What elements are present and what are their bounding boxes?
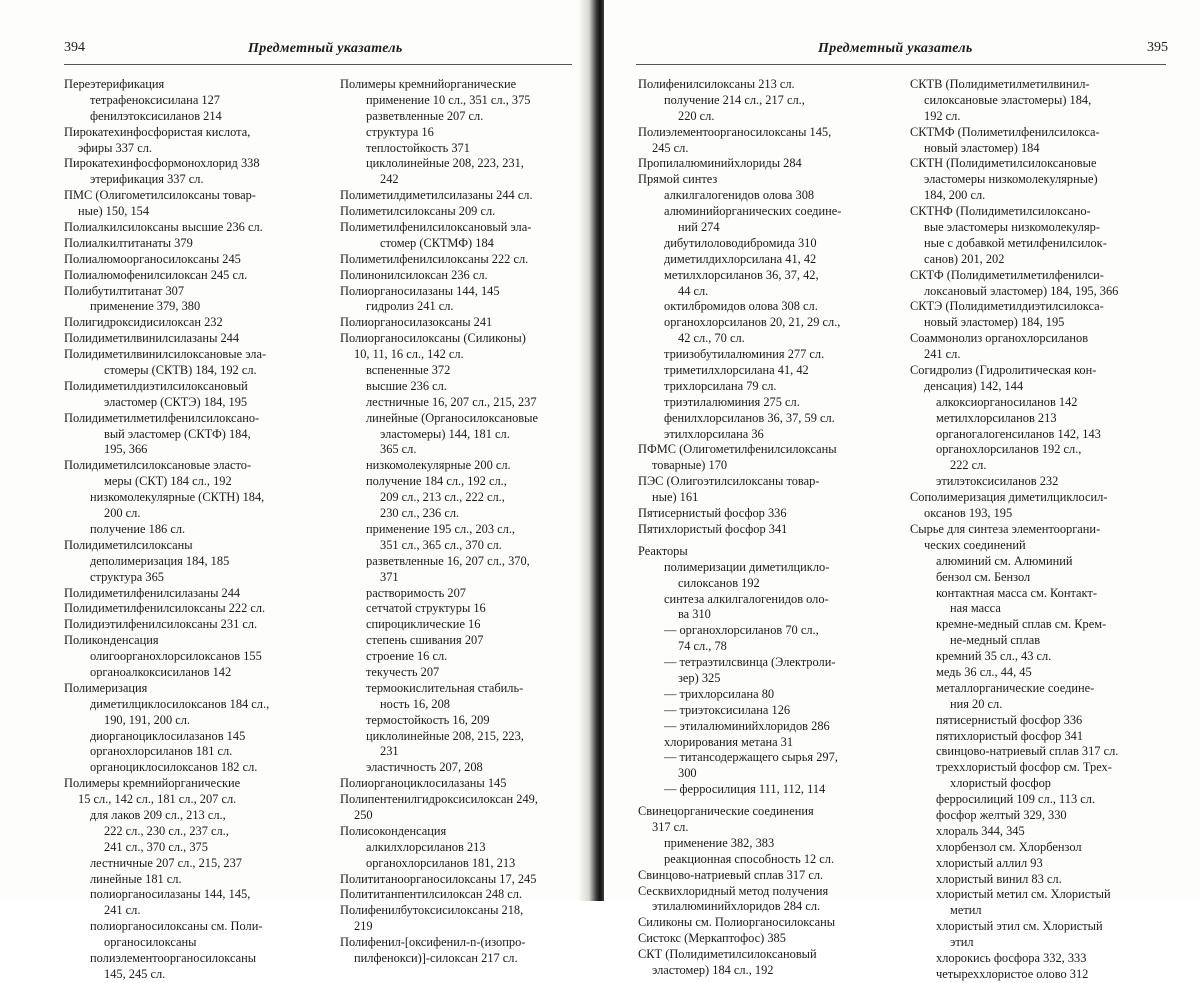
index-line: линейные 181 сл.	[90, 871, 182, 886]
index-line: Полиэлементоорганосилоксаны 145,	[638, 124, 832, 139]
index-line: Систокс (Меркаптофос) 385	[638, 931, 786, 946]
index-line: линейные (Органосилоксановые	[366, 410, 538, 425]
index-line: эфиры 337 сл.	[78, 140, 152, 155]
index-line: Полисоконденсация	[340, 823, 447, 838]
index-line: 351 сл., 365 сл., 370 сл.	[380, 537, 502, 552]
index-line: степень сшивания 207	[366, 633, 484, 648]
index-line: Полиметилфенилсилоксаны 222 сл.	[340, 251, 529, 266]
index-line: ний 274	[678, 220, 720, 235]
index-line: — этилалюминийхлоридов 286	[664, 718, 830, 733]
index-column-right-1	[638, 77, 874, 979]
index-line: органохлорсиланов 20, 21, 29 сл.,	[664, 315, 841, 330]
index-line: Полидиметилсилоксановые эласто-	[64, 458, 252, 473]
index-line: СКТН (Полидиметилсилоксановые	[910, 156, 1097, 171]
index-line: 371	[380, 569, 399, 584]
index-line: этилэтоксисиланов 232	[936, 474, 1059, 489]
index-line: алкилгалогенидов олова 308	[664, 188, 815, 203]
index-line: алкилхлорсиланов 213	[366, 839, 486, 854]
index-line: 209 сл., 213 сл., 222 сл.,	[380, 490, 505, 505]
index-line: Полиалюмоорганосилоксаны 245	[64, 251, 241, 266]
index-line: ва 310	[678, 607, 711, 622]
index-line: пятисернистый фосфор 336	[936, 712, 1083, 727]
index-line: органогалогенсиланов 142, 143	[936, 426, 1101, 441]
index-line: кремне-медный сплав см. Крем-	[936, 617, 1107, 632]
index-line: теплостойкость 371	[366, 140, 470, 155]
index-line: Сырье для синтеза элементооргани-	[910, 521, 1101, 536]
index-line: органохлорсиланов 181 сл.	[90, 744, 233, 759]
index-line: Полипентенилгидроксисилоксан 249,	[340, 792, 538, 807]
index-line: 241 сл., 370 сл., 375	[104, 839, 208, 854]
index-line: полиэлементоорганосилоксаны	[90, 950, 257, 965]
index-line: разветвленные 207 сл.	[366, 108, 484, 123]
index-line: Полифенил-[оксифенил-n-(изопро-	[340, 935, 526, 950]
index-line: 195, 366	[104, 442, 148, 457]
index-line: кремний 35 сл., 43 сл.	[936, 649, 1052, 664]
index-line: Полимеры кремнийорганические	[64, 776, 241, 791]
index-line: ные) 161	[652, 490, 699, 505]
index-line: для лаков 209 сл., 213 сл.,	[90, 807, 226, 822]
index-line: Полидиметилвинилсилазаны 244	[64, 331, 240, 346]
index-line: 74 сл., 78	[678, 639, 727, 654]
index-line: хлористый аллил 93	[936, 855, 1043, 870]
index-line: фосфор желтый 329, 330	[936, 807, 1067, 822]
index-line: спироциклические 16	[366, 617, 481, 632]
index-line: денсация) 142, 144	[924, 378, 1024, 393]
index-line: тетрафеноксисилана 127	[90, 92, 220, 107]
index-line: бензол см. Бензол	[936, 569, 1031, 584]
index-line: 222 сл.	[950, 458, 987, 473]
index-line: хлористый этил см. Хлористый	[936, 919, 1103, 934]
index-line: оксанов 193, 195	[924, 506, 1013, 521]
index-line: Полититанпентилсилоксан 248 сл.	[340, 887, 523, 902]
index-line: 184, 200 сл.	[924, 188, 986, 203]
index-line: 44 сл.	[678, 283, 709, 298]
index-line: органосилоксаны	[104, 935, 197, 950]
index-line: получение 186 сл.	[90, 521, 186, 536]
index-line: этилхлорсилана 36	[664, 426, 764, 441]
index-line: Полибутилтитанат 307	[64, 283, 185, 298]
index-line: ность 16, 208	[380, 696, 450, 711]
index-line: лестничные 207 сл., 215, 237	[90, 855, 242, 870]
index-line: силоксанов 192	[678, 575, 760, 590]
index-line: — органохлорсиланов 70 сл.,	[664, 623, 819, 638]
index-line: зер) 325	[678, 670, 721, 685]
index-line: низкомолекулярные 200 сл.	[366, 458, 511, 473]
index-line: 219	[354, 919, 373, 934]
index-line: лестничные 16, 207 сл., 215, 237	[366, 394, 537, 409]
index-line: СКТНФ (Полидиметилсилоксано-	[910, 204, 1091, 219]
index-line: стомеры (СКТВ) 184, 192 сл.	[104, 363, 257, 378]
index-line: применение 10 сл., 351 сл., 375	[366, 92, 531, 107]
index-line: свинцово-натриевый сплав 317 сл.	[936, 744, 1119, 759]
index-line: получение 214 сл., 217 сл.,	[664, 92, 805, 107]
page-number-left: 394	[64, 40, 85, 55]
index-line: Пропилалюминийхлориды 284	[638, 156, 802, 171]
index-line: 190, 191, 200 сл.	[104, 712, 191, 727]
index-line: эластомер) 184 сл., 192	[652, 962, 774, 977]
index-line: вспененные 372	[366, 363, 451, 378]
index-line: 317 сл.	[652, 819, 689, 834]
index-line: новый эластомер) 184, 195	[924, 315, 1065, 330]
index-line: 230 сл., 236 сл.	[380, 506, 460, 521]
index-line: 42 сл., 70 сл.	[678, 331, 745, 346]
index-line: Соаммонолиз органохлорсиланов	[910, 331, 1089, 346]
index-line: 300	[678, 766, 697, 781]
index-line: органоалкоксисиланов 142	[90, 664, 232, 679]
index-line: хлорирования метана 31	[664, 734, 794, 749]
index-line: вые эластомеры низкомолекуляр-	[924, 220, 1100, 235]
index-line: ные) 150, 154	[78, 204, 150, 219]
index-line: Полиметилфенилсилоксановый эла-	[340, 220, 532, 235]
index-line: новый эластомер) 184	[924, 140, 1040, 155]
index-line: СКТВ (Полидиметилметилвинил-	[910, 77, 1090, 91]
left-page	[0, 0, 596, 981]
index-line: СКТФ (Полидиметилметилфенилси-	[910, 267, 1104, 282]
index-line: Реакторы	[638, 543, 688, 558]
index-line: стомер (СКТМФ) 184	[380, 235, 494, 250]
index-line: контактная масса см. Контакт-	[936, 585, 1097, 600]
index-line: разветвленные 16, 207 сл., 370,	[366, 553, 530, 568]
index-line: хлористый фосфор	[950, 776, 1051, 791]
index-line: диорганоциклосилазанов 145	[90, 728, 246, 743]
index-line: 192 сл.	[924, 108, 961, 123]
index-line: 241 сл.	[104, 903, 141, 918]
index-line: октилбромидов олова 308 сл.	[664, 299, 818, 314]
index-line: применение 382, 383	[664, 835, 775, 850]
index-line: Полидиметилметилфенилсилоксано-	[64, 410, 260, 425]
index-line: ческих соединений	[924, 537, 1026, 552]
index-line: Полиалкилтитанаты 379	[64, 235, 193, 250]
index-line: санов) 201, 202	[924, 251, 1005, 266]
index-line: гидролиз 241 сл.	[366, 299, 454, 314]
index-line: Свинецорганические соединения	[638, 804, 814, 819]
index-line: термостойкость 16, 209	[366, 712, 490, 727]
index-line: метилхлорсиланов 36, 37, 42,	[664, 267, 819, 282]
index-line: Полидиметилфенилсилазаны 244	[64, 585, 241, 600]
index-line: органохлорсиланов 181, 213	[366, 855, 516, 870]
index-line: Пирокатехинфосфористая кислота,	[64, 124, 251, 139]
index-line: 250	[354, 807, 373, 822]
index-line: пятихлористый фосфор 341	[936, 728, 1084, 743]
index-line: полиорганосилазаны 144, 145,	[90, 887, 251, 902]
index-line: — триэтоксисилана 126	[664, 702, 791, 717]
index-line: Полинонилсилоксан 236 сл.	[340, 267, 488, 282]
index-line: этерификация 337 сл.	[90, 172, 204, 187]
index-line: ПЭС (Олигоэтилсилоксаны товар-	[638, 474, 820, 489]
index-line: ПМС (Олигометилсилоксаны товар-	[64, 188, 256, 203]
index-line: Полидиметилдиэтилсилоксановый	[64, 378, 248, 393]
index-line: строение 16 сл.	[366, 649, 448, 664]
index-line: получение 184 сл., 192 сл.,	[366, 474, 507, 489]
index-line: структура 16	[366, 124, 434, 139]
index-line: металлорганические соедине-	[936, 680, 1095, 695]
index-line: реакционная способность 12 сл.	[664, 851, 835, 866]
index-line: Полиметилсилоксаны 209 сл.	[340, 204, 496, 219]
index-line: Полидиметилфенилсилоксаны 222 сл.	[64, 601, 266, 616]
index-line: локсановый эластомер) 184, 195, 366	[924, 283, 1119, 298]
index-line: хлораль 344, 345	[936, 823, 1025, 838]
index-line: триэтилалюминия 275 сл.	[664, 394, 800, 409]
index-line: 222 сл., 230 сл., 237 сл.,	[104, 823, 229, 838]
header-rule-right	[636, 64, 1166, 65]
index-line: хлористый винил 83 сл.	[936, 871, 1062, 886]
index-line: органоциклосилоксанов 182 сл.	[90, 760, 258, 775]
index-line: хлорбензол см. Хлорбензол	[936, 839, 1082, 854]
page-number-right: 395	[1147, 40, 1168, 55]
index-line: четыреххлористое олово 312	[936, 966, 1089, 981]
index-line: 242	[380, 172, 399, 187]
index-line: этилалюминийхлоридов 284 сл.	[652, 899, 821, 914]
index-line: Пирокатехинфосформонохлорид 338	[64, 156, 260, 171]
index-line: силоксановые эластомеры) 184,	[924, 92, 1092, 107]
index-line: 145, 245 сл.	[104, 966, 166, 981]
index-line: 365 сл.	[380, 442, 417, 457]
index-line: полимеризации диметилцикло-	[664, 559, 830, 574]
running-head-left: Предметный указатель	[248, 41, 403, 56]
index-line: Полиорганосилазоксаны 241	[340, 315, 493, 330]
header-rule-left	[64, 64, 572, 65]
index-line: Свинцово-натриевый сплав 317 сл.	[638, 867, 824, 882]
index-line: циклолинейные 208, 215, 223,	[366, 728, 524, 743]
index-line: текучесть 207	[366, 664, 440, 679]
index-line: 200 сл.	[104, 506, 141, 521]
index-line: эластомеры низкомолекулярные)	[924, 172, 1098, 187]
index-line: пилфенокси)]-силоксан 217 сл.	[354, 950, 518, 965]
index-line: диметилдихлорсилана 41, 42	[664, 251, 817, 266]
index-line: применение 195 сл., 203 сл.,	[366, 521, 516, 536]
index-line: меры (СКТ) 184 сл., 192	[104, 474, 232, 489]
index-line: Полититаноорганосилоксаны 17, 245	[340, 871, 537, 886]
index-line: Полидиметилвинилсилоксановые эла-	[64, 347, 267, 362]
index-line: Переэтерификация	[64, 77, 165, 91]
index-line: Силиконы см. Полиорганосилоксаны	[638, 915, 836, 930]
index-line: Полиорганоциклосилазаны 145	[340, 776, 507, 791]
index-line: алюминийорганических соедине-	[664, 204, 842, 219]
index-line: растворимость 207	[366, 585, 466, 600]
index-line: ния 20 сл.	[950, 696, 1003, 711]
index-line: товарные) 170	[652, 458, 728, 473]
index-line: 231	[380, 744, 399, 759]
index-line: Прямой синтез	[638, 172, 718, 187]
index-line: низкомолекулярные (СКТН) 184,	[90, 490, 265, 505]
index-line: трихлорсилана 79 сл.	[664, 378, 777, 393]
index-line: — ферросилиция 111, 112, 114	[664, 782, 826, 797]
index-column-right-2	[910, 77, 1166, 983]
index-line: Пятихлористый фосфор 341	[638, 521, 788, 536]
index-line: эластичность 207, 208	[366, 760, 483, 775]
index-line: хлорокись фосфора 332, 333	[936, 950, 1087, 965]
index-line: 245 сл.	[652, 140, 689, 155]
running-head-right: Предметный указатель	[818, 41, 973, 56]
index-line: диметилциклосилоксанов 184 сл.,	[90, 696, 270, 711]
index-line: СКТЭ (Полидиметилдиэтилсилокса-	[910, 299, 1104, 314]
index-line: треххлористый фосфор см. Трех-	[936, 760, 1112, 775]
index-line: деполимеризация 184, 185	[90, 553, 230, 568]
index-line: синтеза алкилгалогенидов оло-	[664, 591, 829, 606]
index-line: ные с добавкой метилфенилсилок-	[924, 235, 1107, 250]
index-line: Полидиэтилфенилсилоксаны 231 сл.	[64, 617, 258, 632]
index-line: Полиметилдиметилсилазаны 244 сл.	[340, 188, 533, 203]
index-line: этил	[950, 935, 974, 950]
index-line: — трихлорсилана 80	[664, 686, 775, 701]
index-line: Полиорганосилоксаны (Силиконы)	[340, 331, 526, 346]
index-line: Полидиметилсилоксаны	[64, 537, 193, 552]
index-line: Полигидроксидисилоксан 232	[64, 315, 223, 330]
index-line: — тетраэтилсвинца (Электроли-	[664, 655, 836, 670]
index-line: медь 36 сл., 44, 45	[936, 664, 1032, 679]
index-line: триметилхлорсилана 41, 42	[664, 363, 809, 378]
index-line: сетчатой структуры 16	[366, 601, 486, 616]
index-line: Сополимеризация диметилциклосил-	[910, 490, 1108, 505]
index-line: Сесквихлоридный метод получения	[638, 883, 829, 898]
index-line: структура 365	[90, 569, 164, 584]
index-line: высшие 236 сл.	[366, 378, 447, 393]
right-page	[604, 0, 1200, 981]
index-line: метил	[950, 903, 982, 918]
index-line: ная масса	[950, 601, 1001, 616]
index-line: не-медный сплав	[950, 633, 1041, 648]
index-line: эластомер (СКТЭ) 184, 195	[104, 394, 248, 409]
index-line: 15 сл., 142 сл., 181 сл., 207 сл.	[78, 792, 237, 807]
index-line: эластомеры) 144, 181 сл.	[380, 426, 510, 441]
index-line: ферросилиций 109 сл., 113 сл.	[936, 792, 1096, 807]
index-line: Полиалюмофенилсилоксан 245 сл.	[64, 267, 248, 282]
index-line: СКТ (Полидиметилсилоксановый	[638, 947, 817, 962]
index-column-left-2	[340, 77, 574, 967]
index-line: Пятисернистый фосфор 336	[638, 506, 787, 521]
index-line: Полифенилсилоксаны 213 сл.	[638, 77, 795, 91]
index-column-left-1	[64, 77, 308, 983]
index-line: Полиалкилсилоксаны высшие 236 сл.	[64, 220, 263, 235]
index-line: полиорганосилоксаны см. Поли-	[90, 919, 263, 934]
index-line: фенилхлорсиланов 36, 37, 59 сл.	[664, 410, 835, 425]
index-line: СКТМФ (Полиметилфенилсилокса-	[910, 124, 1100, 139]
index-line: ПФМС (Олигометилфенилсилоксаны	[638, 442, 837, 457]
index-line: применение 379, 380	[90, 299, 201, 314]
index-line: Поликонденсация	[64, 633, 159, 648]
index-line: алкоксиорганосиланов 142	[936, 394, 1078, 409]
index-line: циклолинейные 208, 223, 231,	[366, 156, 524, 171]
index-line: 241 сл.	[924, 347, 961, 362]
index-line: 10, 11, 16 сл., 142 сл.	[354, 347, 464, 362]
index-line: термоокислительная стабиль-	[366, 680, 524, 695]
index-line: 220 сл.	[678, 108, 715, 123]
index-line: Полифенилбутоксисилоксаны 218,	[340, 903, 524, 918]
index-line: хлористый метил см. Хлористый	[936, 887, 1111, 902]
index-line: фенилэтоксисиланов 214	[90, 108, 222, 123]
index-line: органохлорсиланов 192 сл.,	[936, 442, 1082, 457]
index-line: Полимеризация	[64, 680, 148, 695]
index-line: вый эластомер (СКТФ) 184,	[104, 426, 251, 441]
index-line: триизобутилалюминия 277 сл.	[664, 347, 825, 362]
index-line: алюминий см. Алюминий	[936, 553, 1073, 568]
index-line: — титансодержащего сырья 297,	[664, 750, 838, 765]
index-line: Полимеры кремнийорганические	[340, 77, 517, 91]
index-line: Согидролиз (Гидролитическая кон-	[910, 363, 1097, 378]
index-line: Полиорганосилазаны 144, 145	[340, 283, 500, 298]
index-line: дибутилоловодибромида 310	[664, 235, 817, 250]
index-line: олигоорганохлорсилоксанов 155	[90, 649, 262, 664]
index-line: метилхлорсиланов 213	[936, 410, 1057, 425]
